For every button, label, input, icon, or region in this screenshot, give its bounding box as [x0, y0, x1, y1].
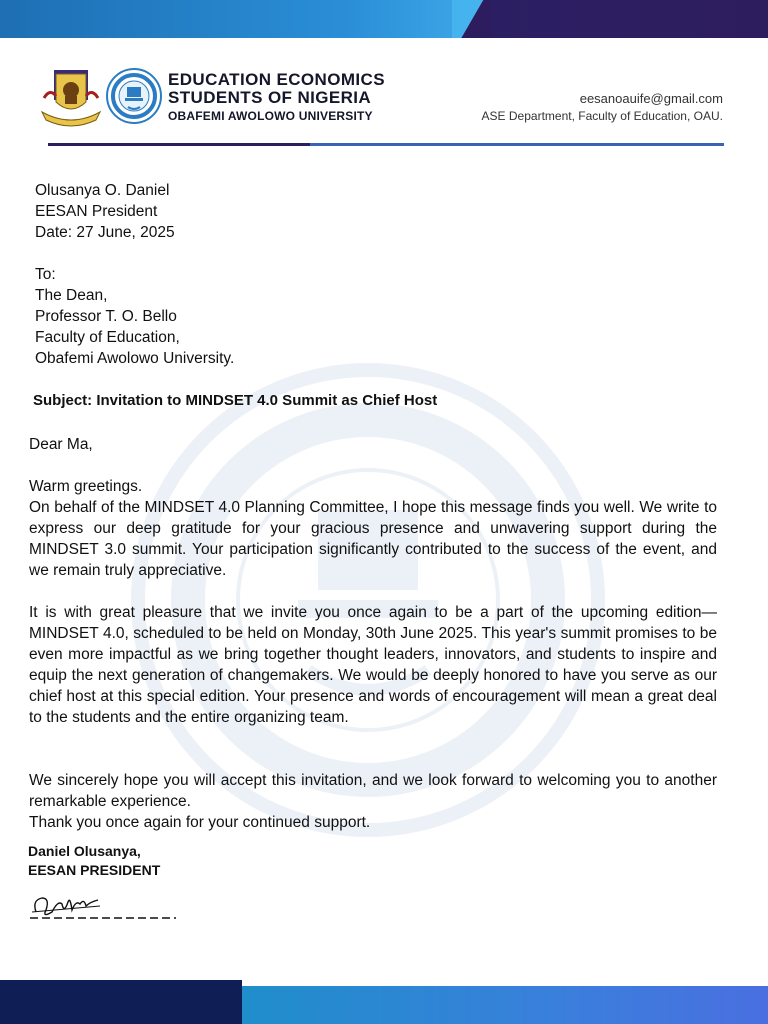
letter-date: Date: 27 June, 2025 [35, 224, 175, 241]
greeting: Warm greetings. [29, 478, 143, 495]
header-rule-dark [48, 143, 310, 146]
recipient-line1: The Dean, [35, 287, 108, 304]
bottom-band-dark [0, 980, 242, 1024]
contact-email: eesanoauife@gmail.com [579, 91, 723, 106]
contact-address: ASE Department, Faculty of Education, OAU. [481, 109, 723, 123]
handwritten-signature-icon [28, 890, 178, 924]
recipient-line3: Faculty of Education, [35, 329, 180, 346]
closing-line: Thank you once again for your continued support. [29, 814, 371, 831]
sender-role: EESAN President [35, 203, 158, 220]
body-paragraph-3: We sincerely hope you will accept this invitation, and we look forward to welcoming you to another remarkable experience. [29, 772, 717, 810]
watermark-seal-icon [128, 360, 608, 840]
salutation: Dear Ma, [29, 436, 93, 453]
header-rule-blue [310, 143, 724, 146]
bottom-band-light [242, 986, 768, 1024]
recipient-line4: Obafemi Awolowo University. [35, 350, 235, 367]
letter-subject: Subject: Invitation to MINDSET 4.0 Summit as Chief Host [33, 392, 438, 409]
recipient-line2: Professor T. O. Bello [35, 308, 177, 325]
signatory-title: EESAN PRESIDENT [28, 862, 161, 878]
org-name-line1: EDUCATION ECONOMICS [168, 70, 385, 89]
sender-name: Olusanya O. Daniel [35, 182, 170, 199]
body-paragraph-2: It is with great pleasure that we invite you once again to be a part of the upcoming edition—MINDSET 4.0, scheduled to be held on Monday, 30th June 2025. This year's summit promises to be even more impactful as we bring together thought leaders, innovators, and students to inspire and equip the next generation of changemakers. We would be deeply honored to have you serve as our chief host at this special edition. Your presence and words of encouragement will mean a great deal to the students and the entire organizing team. [29, 604, 717, 726]
signatory-name: Daniel Olusanya, [28, 843, 141, 859]
recipient-to: To: [35, 266, 56, 283]
university-crest-icon [40, 68, 102, 128]
top-decorative-band [0, 0, 768, 38]
top-band-slant [452, 0, 492, 38]
bottom-decorative-band [0, 980, 768, 1024]
body-paragraph-1: On behalf of the MINDSET 4.0 Planning Committee, I hope this message finds you well. We write to express our deep gratitude for your gracious presence and unwavering support during the MINDSET 3.0 summit. Your participation significantly contributed to the success of the event, and we remain truly appreciative. [29, 499, 717, 579]
org-name-line2: STUDENTS OF NIGERIA [168, 88, 372, 107]
association-seal-icon [106, 67, 162, 125]
university-name: OBAFEMI AWOLOWO UNIVERSITY [168, 109, 373, 123]
